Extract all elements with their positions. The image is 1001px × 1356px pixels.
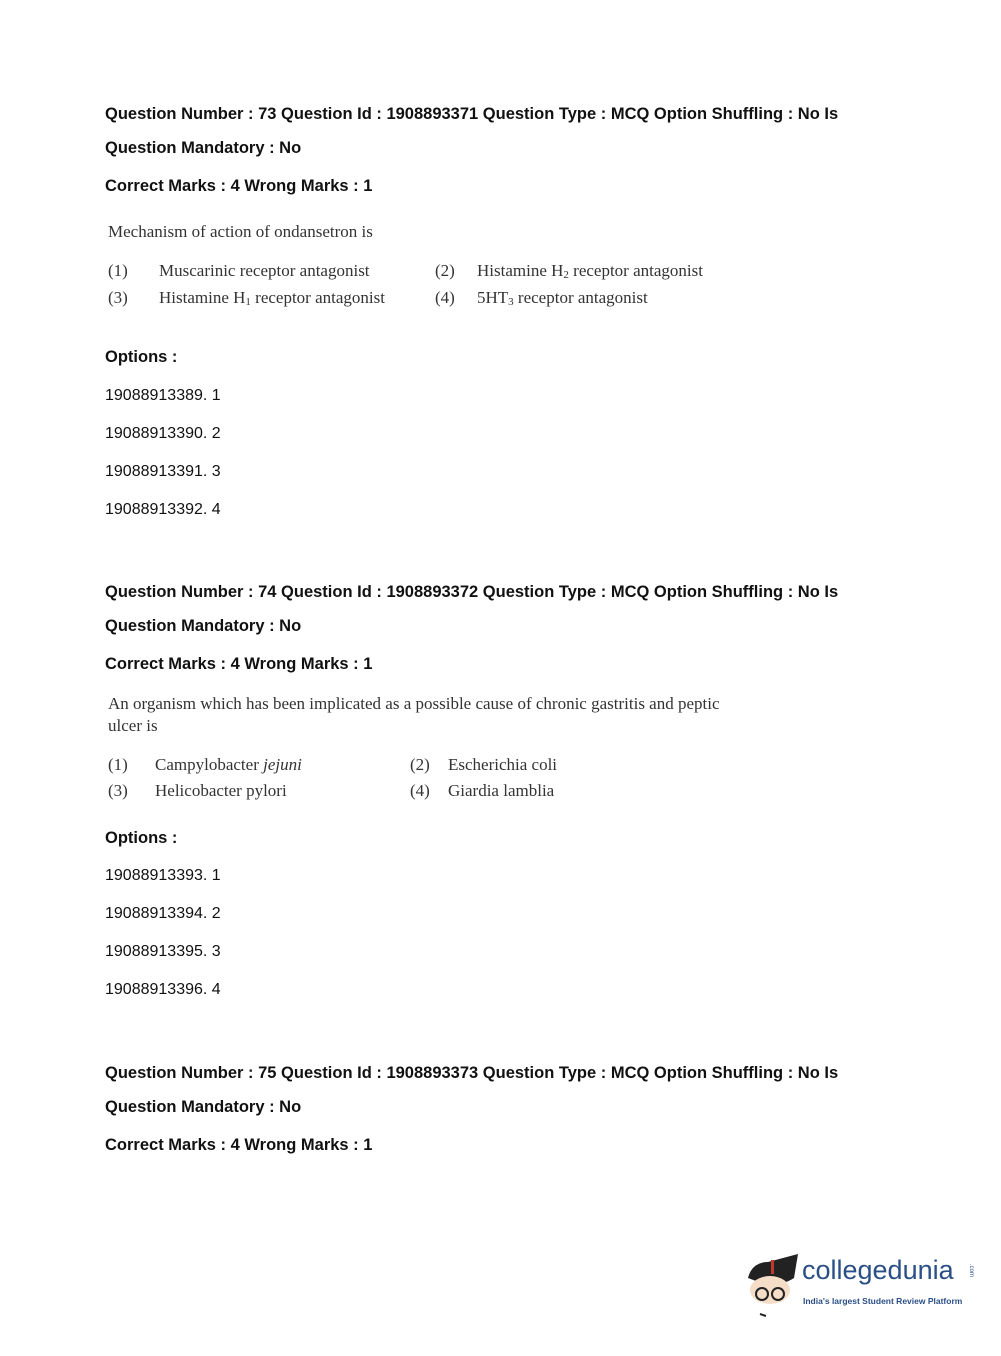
choice-3 [108,781,287,801]
choice-1 [108,755,302,775]
question-header: Question Number : 73 Question Id : 1908893371 Question Type : MCQ Option Shuffling : No Is [105,105,839,123]
choice-number: (3) [108,288,128,307]
question-stem-cont: ulcer is [108,716,158,735]
choice-2 [410,755,558,775]
brand-tagline: India's largest Student Review Platform [803,1296,963,1306]
choice-text: Histamine $H_2$ receptor antagonist [477,261,703,281]
choice-text: Escherichia coli [448,755,558,774]
choice-number: (2) [435,261,455,280]
question-marks: Correct Marks : 4 Wrong Marks : 1 [105,177,373,195]
question-mandatory: Question Mandatory : No [105,139,302,157]
question-marks: Correct Marks : 4 Wrong Marks : 1 [105,1136,373,1154]
mascot-icon [742,1250,802,1320]
option-item: 19088913393. 1 [105,867,221,884]
option-item: 19088913391. 3 [105,463,221,480]
choice-4 [410,781,555,801]
choice-1 [108,261,370,281]
question-mandatory: Question Mandatory : No [105,617,302,635]
choice-4 [435,288,648,308]
choice-text: Giardia lamblia [448,781,555,800]
choice-number: (1) [108,755,128,774]
brand-name: collegedunia [802,1255,954,1285]
choice-text: $5HT_3$ receptor antagonist [477,288,648,308]
question-marks: Correct Marks : 4 Wrong Marks : 1 [105,655,373,673]
collegedunia-logo [742,1250,992,1320]
choice-text: Muscarinic receptor antagonist [159,261,370,280]
choice-text: Helicobacter pylori [155,781,287,800]
choice-number: (2) [410,755,430,774]
brand-domain: .com [968,1264,974,1278]
options-label: Options : [105,829,178,847]
question-stem: Mechanism of action of ondansetron is [108,222,373,241]
choice-number: (4) [410,781,430,800]
option-item: 19088913396. 4 [105,981,221,998]
question-mandatory: Question Mandatory : No [105,1098,302,1116]
question-stem: An organism which has been implicated as a possible cause of chronic gastritis and peptic [108,694,720,713]
options-label: Options : [105,348,178,366]
question-header: Question Number : 75 Question Id : 1908893373 Question Type : MCQ Option Shuffling : No Is [105,1064,839,1082]
choice-number: (4) [435,288,455,307]
question-header: Question Number : 74 Question Id : 1908893372 Question Type : MCQ Option Shuffling : No Is [105,583,839,601]
option-item: 19088913389. 1 [105,387,221,404]
option-item: 19088913394. 2 [105,905,221,922]
option-item: 19088913395. 3 [105,943,221,960]
choice-3 [108,288,385,308]
choice-2 [435,261,703,281]
choice-text: Campylobacter jejuni [155,755,302,774]
choice-number: (3) [108,781,128,800]
option-item: 19088913390. 2 [105,425,221,442]
choice-number: (1) [108,261,128,280]
choice-text: Histamine $H_1$ receptor antagonist [159,288,385,308]
option-item: 19088913392. 4 [105,501,221,518]
